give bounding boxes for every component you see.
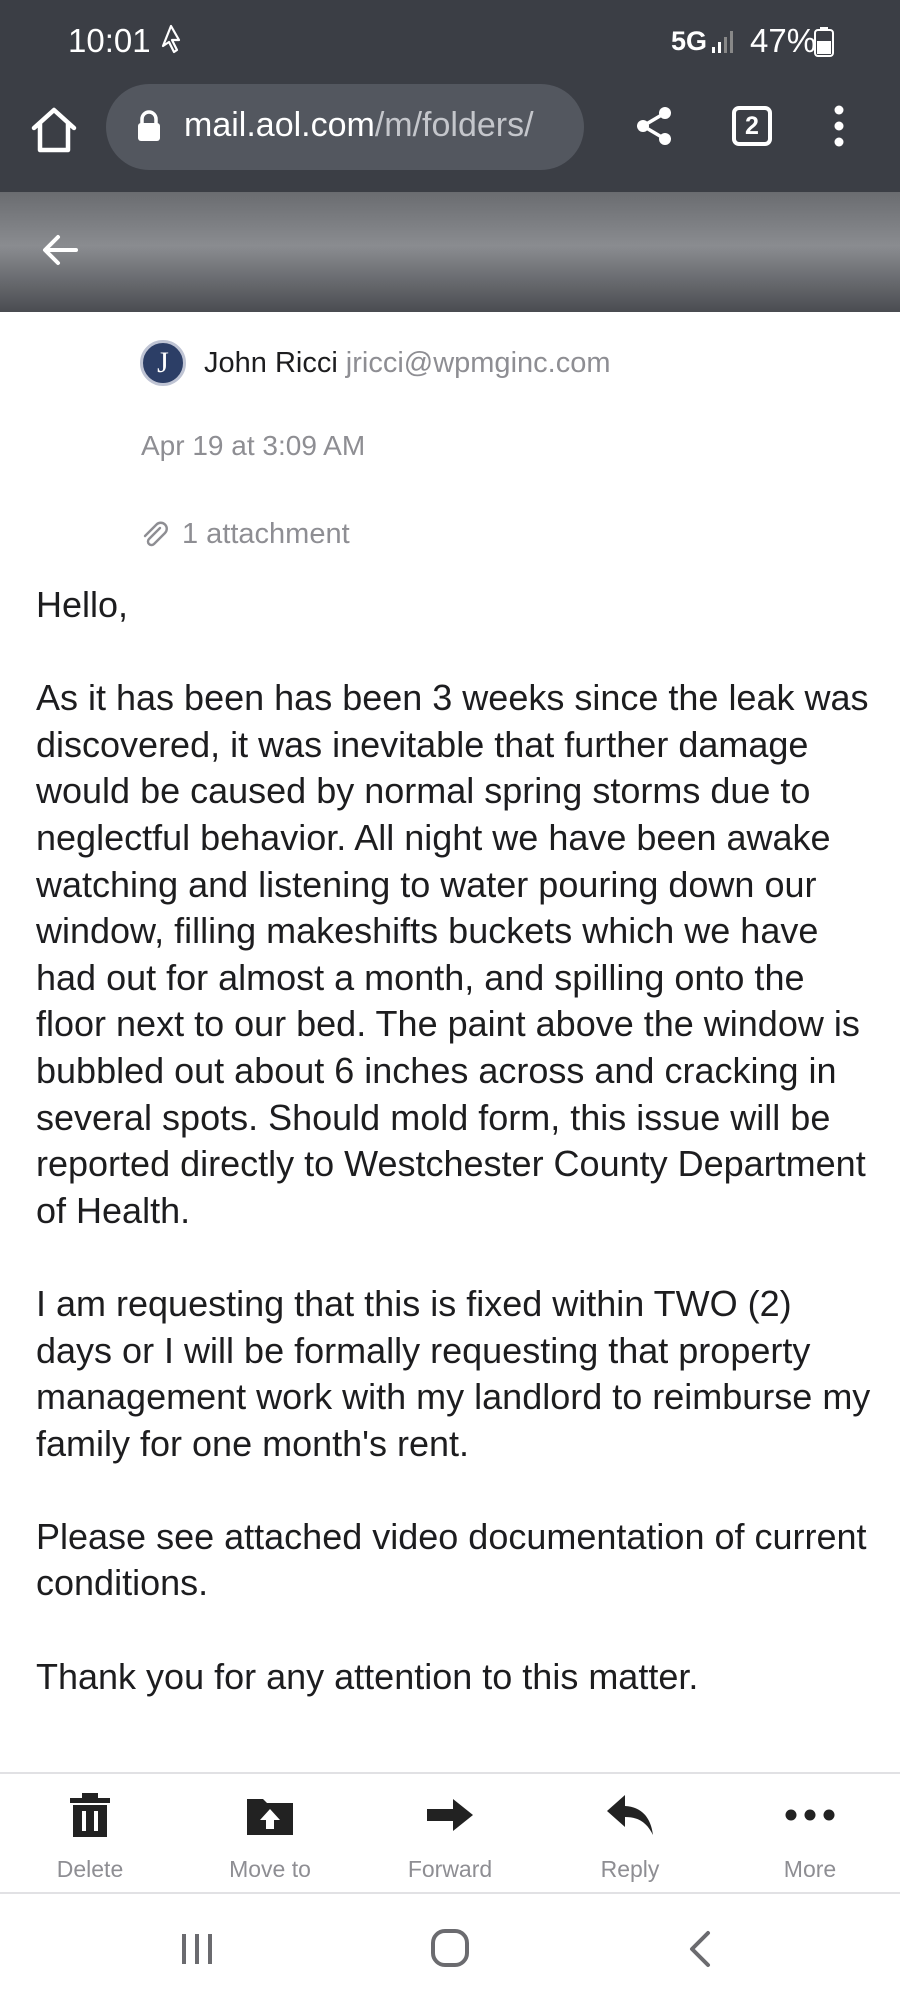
mail-header [0, 192, 900, 312]
more-button[interactable] [720, 1774, 900, 1894]
sender-name: John Ricci [204, 346, 338, 379]
attachment-count: 1 attachment [182, 518, 350, 550]
avatar: J [140, 340, 186, 386]
body-closing: Thank you for any attention to this matter. [36, 1655, 699, 1697]
system-nav-bar [0, 1896, 900, 2000]
delete-label: Delete [56, 1856, 124, 1882]
move-to-button[interactable] [180, 1774, 360, 1894]
signal-strength-icon [712, 30, 738, 54]
address-bar[interactable] [106, 84, 584, 170]
body-paragraph: I am requesting that this is fixed within TWO (2) days or I will be formally requesting that property management work with my landlord to reimburse my family for one month's rent. [36, 1282, 871, 1464]
status-time: 10:01 [68, 22, 151, 59]
attachments-link[interactable] [140, 518, 350, 551]
url-text [184, 106, 534, 145]
paperclip-icon [140, 520, 170, 550]
reply-label: Reply [600, 1856, 660, 1882]
body-greeting: Hello, [36, 584, 129, 625]
url-path: /m/folders/ [374, 106, 534, 144]
body-paragraph: Please see attached video documentation of current conditions. [36, 1515, 867, 1604]
sender-row[interactable] [140, 340, 610, 386]
forward-arrow-icon [427, 1797, 473, 1833]
email-body [36, 582, 876, 1747]
home-nav-icon[interactable] [430, 1928, 470, 1968]
overflow-menu-icon[interactable] [830, 104, 848, 148]
back-arrow-icon[interactable] [40, 232, 80, 268]
more-label: More [783, 1856, 837, 1882]
move-to-label: Move to [229, 1856, 311, 1882]
home-icon[interactable] [28, 104, 80, 156]
share-icon[interactable] [632, 104, 676, 148]
url-host: mail.aol.com [184, 106, 375, 144]
battery-icon [814, 27, 834, 57]
more-dots-icon [785, 1809, 835, 1821]
move-folder-icon [247, 1795, 293, 1835]
sender-email: jricci@wpmginc.com [345, 346, 611, 379]
lock-icon [136, 110, 162, 142]
network-type: 5G [671, 26, 708, 56]
status-bar [0, 0, 900, 82]
body-paragraph: As it has been has been 3 weeks since the leak was discovered, it was inevitable that further damage would be caused by normal spring storms due to neglectful behavior. All night we have been awake watching and listening to water pouring down our window, filling makeshifts buckets which we have had out for almost a month, and spilling onto the floor next to our bed. The paint above the window is bubbled out about 6 inches across and cracking in several spots. Should mold form, this issue will be reported directly to Westchester County Department of Health. [36, 677, 869, 1231]
recent-apps-icon[interactable] [180, 1932, 214, 1966]
data-activity-icon [160, 24, 182, 54]
message-actions-toolbar [0, 1772, 900, 1894]
email-date: Apr 19 at 3:09 AM [141, 430, 366, 461]
tab-switcher-button[interactable]: 2 [732, 106, 772, 146]
forward-button[interactable] [360, 1774, 540, 1894]
reply-button[interactable] [540, 1774, 720, 1894]
battery-percent: 47% [750, 22, 817, 59]
back-nav-icon[interactable] [688, 1930, 712, 1968]
forward-label: Forward [407, 1856, 493, 1882]
trash-icon [70, 1793, 110, 1837]
delete-button[interactable] [0, 1774, 180, 1894]
browser-toolbar [0, 82, 900, 192]
reply-arrow-icon [607, 1795, 653, 1835]
